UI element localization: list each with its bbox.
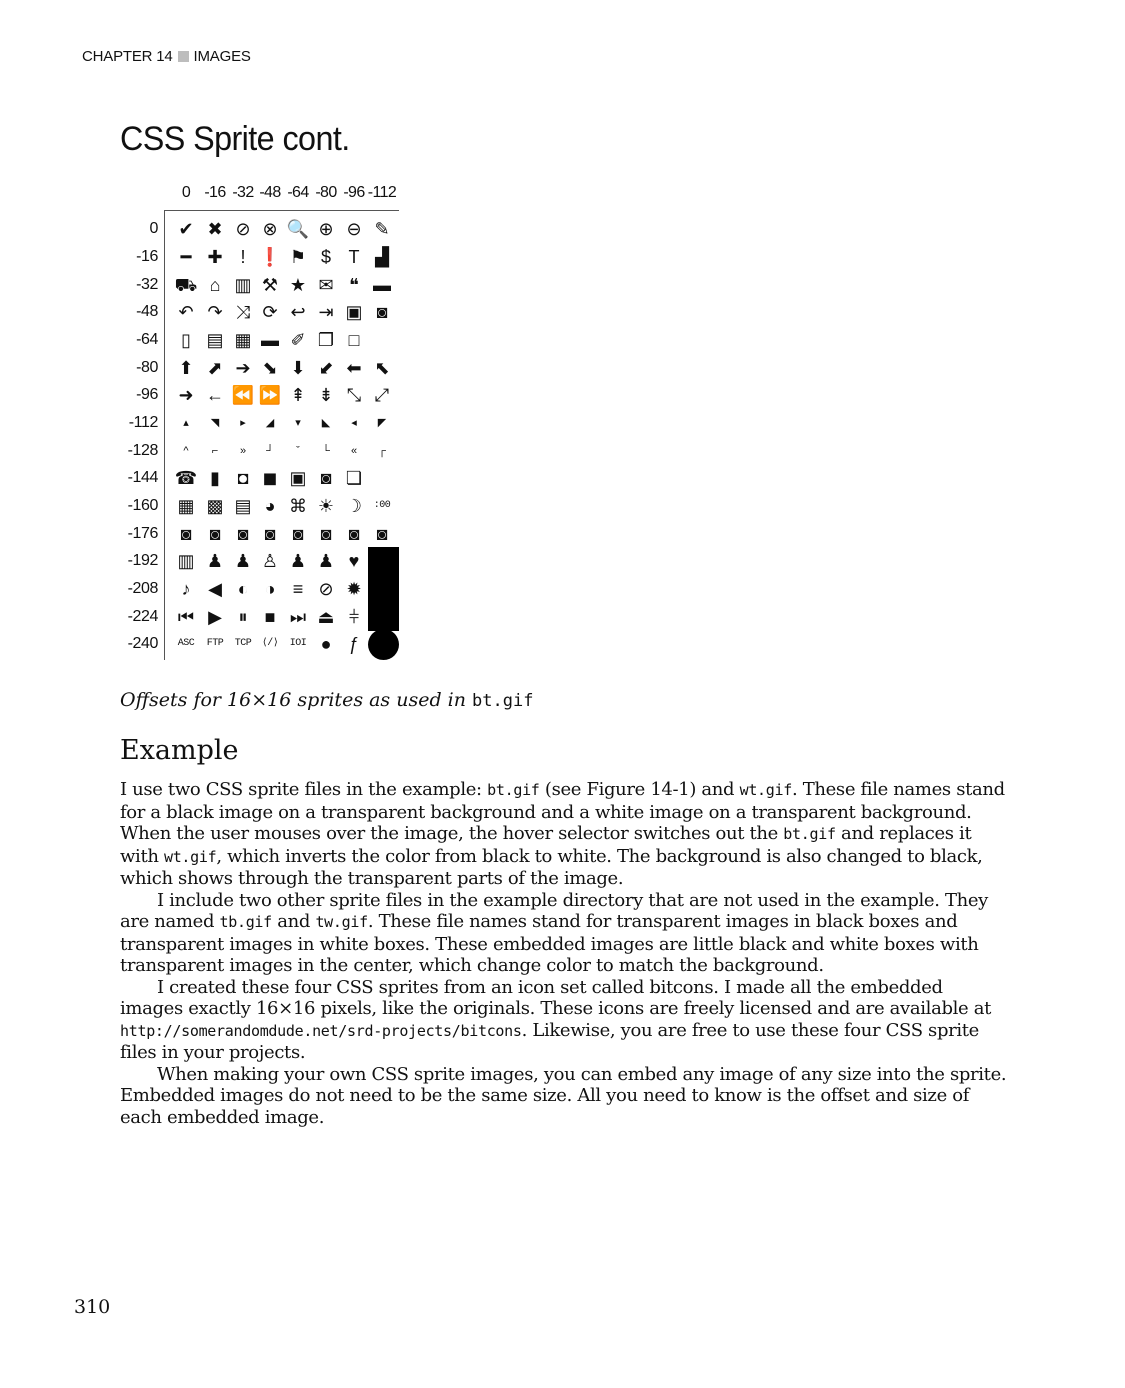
face-3-icon: ◙	[237, 524, 249, 544]
section-title: CSS Sprite cont.	[120, 120, 350, 158]
chevron-double-down-icon: ˇ	[296, 444, 300, 457]
step-left-icon: └	[322, 444, 330, 457]
row-offset-label: -48	[136, 303, 158, 320]
arrow-down-left-icon: ⬋	[318, 358, 334, 378]
caption-text: Offsets for 16×16 sprites as used in	[120, 689, 473, 711]
arrow-up-left-icon: ⬉	[374, 358, 390, 378]
double-down-icon: ⇟	[318, 385, 334, 405]
save-icon: ▤	[206, 330, 224, 350]
paragraph-text: . These file names stand for transparent images in black boxes and transparent images in white boxes. These embedded images are little black and white boxes with transparent images in the center, which change color to match the background.	[120, 911, 979, 976]
ipod-icon: ◙	[320, 468, 332, 488]
exclamation-bold-icon: ❗	[258, 247, 282, 267]
gear-icon: ✹	[346, 579, 362, 599]
row-offset-label: -240	[127, 635, 158, 652]
row-offset-label: -224	[127, 608, 158, 625]
arrow-right-icon: ➔	[235, 358, 251, 378]
face-7-icon: ◙	[348, 524, 360, 544]
step-down-icon: ┘	[266, 444, 274, 457]
bar-chart-icon: ▟	[375, 247, 389, 267]
pencil-icon: ✐	[290, 330, 306, 350]
speech-bubble-icon: ▬	[373, 275, 391, 295]
paragraph-text: I created these four CSS sprites from an icon set called bitcons. I made all the embedded images exactly 16×16 pixels, like the originals. These icons are freely licensed and are available at	[120, 976, 991, 1019]
login-icon: ⇥	[318, 302, 334, 322]
embedded-large-image	[368, 547, 399, 631]
arrow-left-small-icon: ←	[206, 385, 224, 405]
triangle-right-icon: ▸	[240, 416, 246, 429]
stop-icon: ■	[264, 607, 276, 627]
undo-icon: ↶	[178, 302, 194, 322]
text-icon: T	[348, 247, 360, 267]
body-paragraph	[120, 890, 1010, 977]
shrink-icon: ⤡	[346, 385, 362, 405]
column-offset-label: -64	[287, 184, 309, 201]
moon-icon: ☽	[345, 496, 363, 516]
circle-x-icon: ⊗	[262, 219, 278, 239]
home-icon: ⌂	[209, 275, 221, 295]
chevron-double-up-icon: ^	[183, 444, 189, 457]
row-offset-label: -16	[136, 248, 158, 265]
inline-code: http://somerandomdude.net/srd-projects/bitcons	[120, 1021, 522, 1040]
inline-code: tw.gif	[315, 913, 368, 931]
inline-code: bt.gif	[783, 825, 836, 843]
triangle-left-icon: ◂	[351, 416, 357, 429]
flag-icon: ⚑	[289, 247, 307, 267]
skip-back-icon: ⏮	[177, 607, 195, 627]
pause-icon: ⏸	[238, 607, 248, 627]
page-number: 310	[74, 1296, 111, 1318]
row-offset-label: -80	[136, 359, 158, 376]
refresh-icon: ⟳	[262, 302, 278, 322]
corner-up-right-icon: ◥	[210, 416, 220, 429]
asc-icon: ASC	[177, 638, 195, 649]
video-icon: ◼	[262, 468, 278, 488]
row-header-rule	[164, 210, 165, 660]
binary-icon: IOI	[289, 638, 307, 649]
corner-down-left-icon: ◣	[321, 416, 331, 429]
row-offset-label: -64	[136, 331, 158, 348]
play-icon: ▶	[208, 607, 222, 627]
paragraph-text: I use two CSS sprite files in the example:	[120, 779, 488, 800]
row-offset-label: -128	[127, 442, 158, 459]
trash-icon: ▥	[234, 275, 252, 295]
rewind-icon: ⏪	[231, 385, 255, 405]
step-up-icon: ┌	[378, 444, 386, 457]
paragraph-text: When making your own CSS sprite images, you can embed any image of any size into the sprite. Embedded images do not need to be the same size. All you need to know is the offset and size of each embedded image.	[120, 1063, 1007, 1128]
sun-icon: ☀	[317, 496, 335, 516]
arrow-up-icon: ⬆	[178, 358, 194, 378]
row-offset-label: -176	[127, 525, 158, 542]
gauge-icon: ⊘	[318, 579, 334, 599]
step-right-icon: ⌐	[211, 444, 219, 457]
eject-icon: ⏏	[317, 607, 335, 627]
body-paragraph	[120, 1064, 1010, 1129]
envelope-icon: ✉	[318, 275, 334, 295]
code-icon: ⟨/⟩	[261, 638, 279, 649]
arrow-left-icon: ⬅	[346, 358, 362, 378]
zoom-out-icon: ⊖	[346, 219, 362, 239]
copy-icon: ❐	[317, 330, 335, 350]
mobile-icon: ▮	[210, 468, 220, 488]
dollar-icon: $	[320, 247, 331, 267]
triangle-down-icon: ▾	[295, 416, 301, 429]
face-8-icon: ◙	[376, 524, 388, 544]
arrow-right-small-icon: ➜	[178, 385, 194, 405]
paragraph-text: and	[271, 911, 316, 932]
return-icon: ↩	[290, 302, 306, 322]
row-offset-label: -160	[127, 497, 158, 514]
body-paragraph	[120, 779, 1010, 890]
folder-add-icon: ▦	[234, 330, 252, 350]
row-offset-label: -144	[127, 469, 158, 486]
flash-icon: ƒ	[348, 634, 359, 654]
body-text	[120, 779, 1010, 1128]
tv-icon: ▣	[289, 468, 307, 488]
face-5-icon: ◙	[292, 524, 304, 544]
apple-icon: ●	[320, 634, 332, 654]
caption-filename: bt.gif	[472, 691, 534, 711]
phone-icon: ☎	[174, 468, 198, 488]
example-heading: Example	[120, 735, 239, 766]
building-icon: ▥	[177, 551, 195, 571]
speaker-icon: ◀	[208, 579, 222, 599]
header-rule	[164, 210, 399, 211]
running-head	[82, 48, 251, 65]
inline-code: wt.gif	[163, 847, 217, 866]
triangle-up-icon: ▴	[183, 416, 189, 429]
chat-icon: ❝	[349, 275, 359, 295]
body-paragraph	[120, 977, 1010, 1064]
paragraph-text: , which inverts the color from black to white. The background is also changed to black, which shows through the transparent parts of the image.	[120, 845, 983, 889]
chapter-label: CHAPTER 14	[82, 48, 173, 65]
folder-icon: ▬	[261, 330, 279, 350]
star-icon: ★	[289, 275, 307, 295]
document-icon: ▯	[181, 330, 191, 350]
skip-forward-icon: ⏭	[289, 607, 307, 627]
group-icon: ♟	[206, 551, 224, 571]
lock-open-icon: ▣	[345, 302, 363, 322]
person-alt-icon: ♟	[289, 551, 307, 571]
paperclip-icon: ✎	[374, 219, 390, 239]
fast-forward-icon: ⏩	[258, 385, 282, 405]
paragraph-text: . These file names stand for a black image on a transparent background and a white image on a transparent background. When the user mouses over the image, the hover selector switches out the	[120, 779, 1005, 844]
tcp-icon: TCP	[234, 638, 252, 649]
equalizer-icon: ⫩	[348, 607, 360, 627]
music-note-icon: ♪	[181, 579, 191, 599]
column-offset-label: -16	[204, 184, 226, 201]
column-offset-label: -80	[315, 184, 337, 201]
row-offset-label: 0	[149, 220, 158, 237]
row-offset-label: -32	[136, 276, 158, 293]
arrow-up-right-icon: ⬈	[207, 358, 223, 378]
speaker-low-icon: ◐	[237, 579, 249, 599]
arrow-down-icon: ⬇	[290, 358, 306, 378]
minus-icon: ━	[180, 247, 192, 267]
section-label: IMAGES	[193, 48, 251, 65]
redo-icon: ↷	[207, 302, 223, 322]
double-up-icon: ⇞	[290, 385, 306, 405]
speaker-high-icon: ◑	[264, 579, 276, 599]
expand-icon: ⤢	[374, 385, 390, 405]
paragraph-text: . Likewise, you are free to use these four CSS sprite files in your projects.	[120, 1019, 979, 1063]
check-icon: ✔	[178, 219, 194, 239]
copy-pages-icon: ❏	[345, 468, 363, 488]
row-offset-label: -96	[136, 386, 158, 403]
column-offset-label: -96	[343, 184, 365, 201]
column-offset-label: 0	[181, 184, 191, 201]
face-6-icon: ◙	[320, 524, 332, 544]
row-offset-label: -208	[127, 580, 158, 597]
magnifier-icon: 🔍	[286, 219, 310, 239]
camera-icon: ◘	[237, 468, 249, 488]
paragraph-text: I include two other sprite files in the example directory that are not used in the example. They are named	[120, 889, 988, 932]
exclamation-icon: !	[240, 247, 246, 267]
column-offset-label: -32	[232, 184, 254, 201]
prohibited-icon: ⊘	[235, 219, 251, 239]
wrench-icon: ⚒	[261, 275, 279, 295]
paragraph-text: and replaces it with	[120, 823, 972, 867]
bug-icon: ⌘	[289, 496, 307, 516]
corner-down-right-icon: ◢	[265, 416, 275, 429]
digital-clock-icon: :00	[373, 500, 391, 511]
note-icon: ▤	[234, 496, 252, 516]
embedded-circle-image	[368, 629, 399, 660]
column-offset-label: -112	[367, 184, 397, 201]
sprite-offset-figure	[120, 180, 410, 660]
inline-code: bt.gif	[487, 781, 540, 799]
heart-icon: ♥	[348, 551, 360, 571]
chevron-double-right-icon: »	[239, 444, 247, 457]
couple-icon: ♟	[234, 551, 252, 571]
face-1-icon: ◙	[180, 524, 192, 544]
separator-square-icon	[178, 51, 189, 62]
person-icon: ♙	[261, 551, 279, 571]
inline-code: tb.gif	[219, 913, 272, 931]
calendar-icon: ▩	[206, 496, 224, 516]
face-2-icon: ◙	[209, 524, 221, 544]
window-icon: □	[348, 330, 360, 350]
filter-icon: ≡	[292, 579, 304, 599]
inline-code: wt.gif	[739, 781, 792, 799]
ftp-icon: FTP	[206, 638, 224, 649]
table-icon: ▦	[177, 496, 195, 516]
x-icon: ✖	[207, 219, 223, 239]
zoom-in-icon: ⊕	[318, 219, 334, 239]
arrow-down-right-icon: ⬊	[262, 358, 278, 378]
clock-icon: ◕	[264, 496, 276, 516]
chevron-double-left-icon: «	[350, 444, 358, 457]
paragraph-text: (see Figure 14-1) and	[539, 779, 740, 800]
column-offset-label: -48	[259, 184, 281, 201]
figure-caption	[120, 689, 533, 711]
face-4-icon: ◙	[264, 524, 276, 544]
corner-up-left-icon: ◤	[377, 416, 387, 429]
row-offset-label: -112	[128, 414, 158, 431]
cart-icon: ⛟	[174, 275, 198, 295]
shuffle-icon: ⤨	[235, 302, 251, 322]
lock-icon: ◙	[376, 302, 388, 322]
plus-icon: ✚	[207, 247, 223, 267]
row-offset-label: -192	[127, 552, 158, 569]
user-icon: ♟	[317, 551, 335, 571]
